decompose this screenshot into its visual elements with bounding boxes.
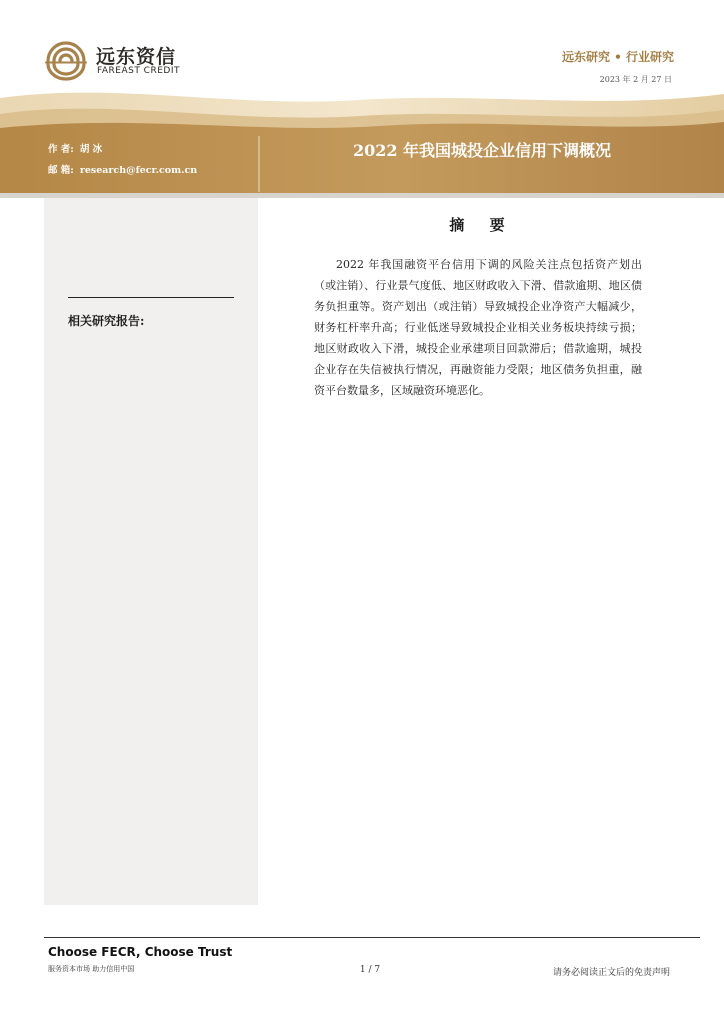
footer-divider [44,937,700,938]
report-date: 2023 年 2 月 27 日 [599,75,672,84]
logo-english-name: FAREAST CREDIT [97,66,180,76]
disclaimer-note: 请务必阅读正文后的免责声明 [552,968,670,978]
footer-brand-slogan: Choose FECR, Choose Trust [48,945,233,959]
page-number: 1 / 7 [359,965,381,975]
author-name: 胡 冰 [79,144,103,155]
email-line [48,162,197,176]
author-line [48,141,102,155]
report-title: 2022 年我国城投企业信用下调概况 [352,141,612,160]
logo-chinese-name: 远东资信 [96,46,177,68]
sidebar-divider [68,297,234,298]
email-link[interactable]: research@fecr.com.cn [79,165,198,176]
footer-chinese-slogan: 服务资本市场 助力信用中国 [48,965,135,973]
related-reports-heading: 相关研究报告: [68,314,145,328]
abstract-body: 2022 年我国融资平台信用下调的风险关注点包括资产划出（或注销）、行业景气度低、地区财政收入下滑、借款逾期、地区债务负担重等。资产划出（或注销）导致城投企业净资产大幅减少，财务杠杆率升高；行业低迷导致城投企业相关业务板块持续亏损；地区财政收入下滑，城投企业承建项目回款滞后；借款逾期，城投企业存在失信被执行情况，再融资能力受限；地区债务负担重，融资平台数量多，区域融资环境恶化。 [314,258,642,397]
abstract-heading: 摘 要 [449,216,515,234]
email-label: 邮 箱: [48,165,74,176]
sidebar [44,198,258,905]
author-label: 作 者: [48,144,74,155]
report-series-label: 远东研究 • 行业研究 [561,50,674,64]
fecr-logo [42,40,202,84]
fecr-logo-icon [42,40,90,82]
